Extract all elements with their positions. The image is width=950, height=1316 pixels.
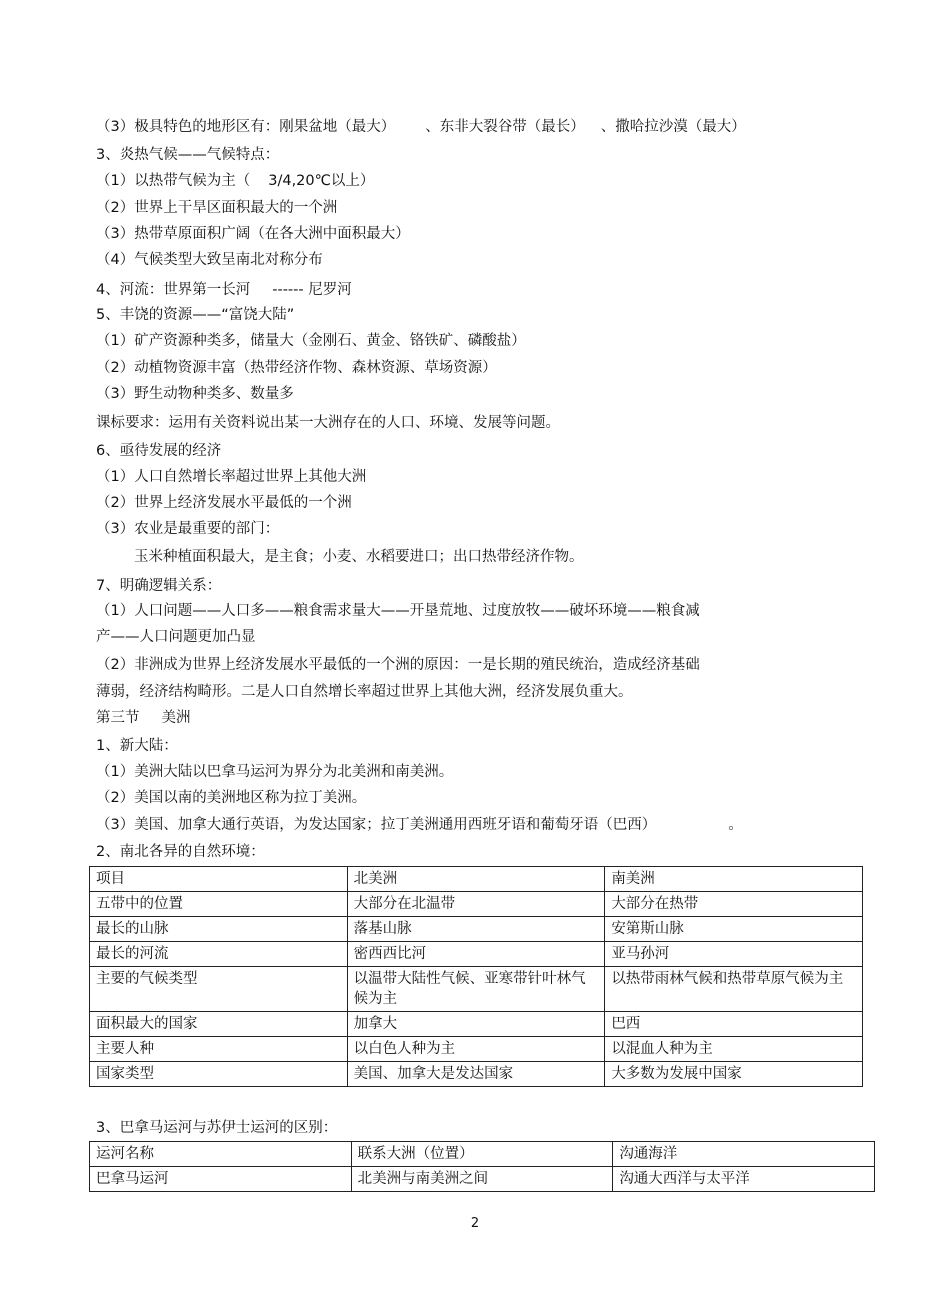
text-line [96,815,743,835]
table-cell: 项目 [90,867,348,892]
table-cell: 加拿大 [347,1012,605,1037]
section-heading: 3、炎热气候——气候特点： [96,147,280,163]
text-line: 产——人口问题更加凸显 [96,629,256,645]
text-line: （1）美洲大陆以巴拿马运河为界分为北美洲和南美洲。 [96,764,454,780]
table-cell: 大部分在热带 [605,892,863,917]
table-row [90,917,863,942]
line-text: 美洲 [161,710,191,726]
line-text: （3）美国、加拿大通行英语，为发达国家；拉丁美洲通用西班牙语和葡萄牙语（巴西） [96,817,657,833]
table-cell: 主要人种 [90,1037,348,1062]
line-text: 4、河流：世界第一长河 [96,282,251,298]
table-cell: 以白色人种为主 [347,1037,605,1062]
text-line: 薄弱，经济结构畸形。二是人口自然增长率超过世界上其他大洲，经济发展负重大。 [96,684,633,700]
text-line: （3）农业是最重要的部门： [96,521,280,537]
table-cell: 以混血人种为主 [605,1037,863,1062]
table-row [90,967,863,1012]
table-row [90,942,863,967]
table-cell: 巴西 [605,1012,863,1037]
table-cell: 国家类型 [90,1062,348,1087]
line-text: ------ 尼罗河 [272,282,352,298]
table-cell: 南美洲 [605,867,863,892]
table-row [90,867,863,892]
text-line: （2）美国以南的美洲地区称为拉丁美洲。 [96,790,367,806]
table-cell: 沟通海洋 [613,1142,875,1167]
text-line: 玉米种植面积最大，是主食；小麦、水稻要进口；出口热带经济作物。 [134,549,584,565]
table-cell: 密西西比河 [347,942,605,967]
table-cell: 最长的河流 [90,942,348,967]
canal-comparison-table [89,1141,875,1192]
line-text: （1）以热带气候为主（ [96,173,251,189]
text-line: 课标要求：运用有关资料说出某一大洲存在的人口、环境、发展等问题。 [96,415,560,431]
table-cell: 五带中的位置 [90,892,348,917]
table-cell: 沟通大西洋与太平洋 [613,1167,875,1192]
line-text: 、东非大裂谷带（最长） [425,119,585,135]
table-cell: 亚马孙河 [605,942,863,967]
line-text: 第三节 [96,710,140,726]
text-line: （1）人口自然增长率超过世界上其他大洲 [96,469,367,485]
table-cell: 安第斯山脉 [605,917,863,942]
text-line: （2）世界上经济发展水平最低的一个洲 [96,495,352,511]
line-text: 3/4,20℃以上） [268,173,375,189]
text-line: （3）热带草原面积广阔（在各大洲中面积最大） [96,226,410,242]
table-cell: 运河名称 [90,1142,352,1167]
table-cell: 巴拿马运河 [90,1167,352,1192]
americas-comparison-table [89,866,863,1087]
table-cell: 最长的山脉 [90,917,348,942]
section-heading: 3、巴拿马运河与苏伊士运河的区别： [96,1120,338,1136]
section-heading [96,280,352,300]
section-heading: 2、南北各异的自然环境： [96,844,265,860]
table-row [90,1062,863,1087]
table-row [90,1167,875,1192]
table-cell: 主要的气候类型 [90,967,348,1012]
page-number: 2 [470,1216,480,1231]
table-cell: 大多数为发展中国家 [605,1062,863,1087]
table-cell: 以温带大陆性气候、亚寒带针叶林气候为主 [347,967,605,1012]
text-line: （4）气候类型大致呈南北对称分布 [96,252,323,268]
section-heading: 1、新大陆： [96,738,178,754]
table-cell: 以热带雨林气候和热带草原气候为主 [605,967,863,1012]
table-cell: 面积最大的国家 [90,1012,348,1037]
line-text: （3）极具特色的地形区有：刚果盆地（最大） [96,119,396,135]
table-cell: 大部分在北温带 [347,892,605,917]
table-cell: 北美洲与南美洲之间 [351,1167,613,1192]
section-heading: 6、亟待发展的经济 [96,443,222,459]
table-cell: 北美洲 [347,867,605,892]
text-line: （1）人口问题——人口多——粮食需求量大——开垦荒地、过度放牧——破坏环境——粮食减 [96,603,700,619]
table-row [90,1037,863,1062]
text-line: （2）动植物资源丰富（热带经济作物、森林资源、草场资源） [96,360,497,376]
text-line: （2）非洲成为世界上经济发展水平最低的一个洲的原因：一是长期的殖民统治，造成经济基础 [96,657,700,673]
text-line [96,117,746,137]
line-text: 。 [728,817,743,833]
text-line: （2）世界上干旱区面积最大的一个洲 [96,200,338,216]
text-line: （3）野生动物种类多、数量多 [96,386,294,402]
section-heading: 5、丰饶的资源——“富饶大陆” [96,307,295,323]
section-heading: 7、明确逻辑关系： [96,578,222,594]
table-row [90,892,863,917]
table-cell: 美国、加拿大是发达国家 [347,1062,605,1087]
text-line [96,171,374,191]
chapter-heading [96,708,191,728]
table-cell: 联系大洲（位置） [351,1142,613,1167]
table-row [90,1012,863,1037]
table-cell: 落基山脉 [347,917,605,942]
line-text: 、撒哈拉沙漠（最大） [600,119,746,135]
text-line: （1）矿产资源种类多，储量大（金刚石、黄金、铬铁矿、磷酸盐） [96,333,526,349]
table-row [90,1142,875,1167]
